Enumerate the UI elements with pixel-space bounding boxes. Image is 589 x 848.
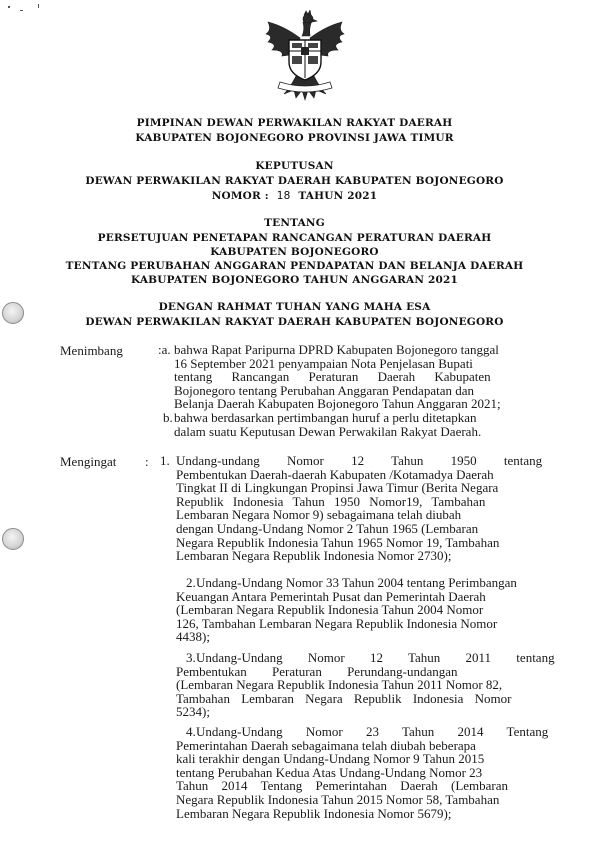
item-line: dalam suatu Keputusan Dewan Perwakilan Rakyat Daerah. bbox=[174, 423, 482, 439]
tentang-heading: TENTANG bbox=[264, 217, 325, 229]
punch-hole-bottom bbox=[2, 528, 24, 550]
item-line: Negara Republik Indonesia Tahun 2015 Nomor 58, Tambahan bbox=[176, 791, 500, 807]
item-marker: b. bbox=[163, 410, 173, 425]
item-line: (Lembaran Negara Republik Indonesia Tahun 2004 Nomor bbox=[176, 602, 484, 618]
item-line: Undang-Undang Nomor 23 Tahun 2014 Tentang bbox=[196, 724, 549, 739]
nomor-label: NOMOR : bbox=[211, 190, 269, 202]
item-line: Belanja Daerah Kabupaten Bojonegoro Tahun Anggaran 2021; bbox=[174, 396, 501, 412]
item-line: dengan Undang-Undang Nomor 2 Tahun 1965 (Lembaran bbox=[176, 520, 479, 536]
item-marker: 2. bbox=[186, 575, 196, 590]
item-line: Negara Republik Indonesia Tahun 1965 Nomor 19, Tambahan bbox=[176, 534, 500, 550]
menimbang-label: Menimbang bbox=[60, 343, 123, 358]
item-line: Lembaran Negara Republik Indonesia Nomor 2730); bbox=[176, 548, 452, 564]
scan-speck bbox=[38, 4, 39, 8]
scan-speck bbox=[20, 10, 23, 11]
keputusan-heading: KEPUTUSAN bbox=[255, 160, 334, 172]
tentang-line: TENTANG PERUBAHAN ANGGARAN PENDAPATAN DAN BELANJA DAERAH bbox=[65, 260, 524, 272]
item-line: 16 September 2021 penyampaian Nota Penjelasan Bupati bbox=[174, 355, 473, 371]
item-line: Lembaran Negara Nomor 9) sebagaimana telah diubah bbox=[176, 507, 462, 523]
item-line: 4438); bbox=[176, 629, 210, 645]
item-line: Tahun 2014 Tentang Pemerintahan Daerah (Lembaran bbox=[176, 778, 509, 794]
dewan-heading: DEWAN PERWAKILAN RAKYAT DAERAH KABUPATEN BOJONEGORO bbox=[85, 175, 504, 187]
item-line: (Lembaran Negara Republik Indonesia Tahun 2011 Nomor 82, bbox=[176, 677, 503, 693]
item-line: 126, Tambahan Lembaran Negara Republik Indonesia Nomor bbox=[176, 615, 498, 631]
item-line: Pemerintahan Daerah sebagaimana telah diubah beberapa bbox=[176, 737, 476, 753]
item-marker: 4. bbox=[186, 724, 196, 739]
nomor-line bbox=[0, 189, 589, 203]
tentang-line: KABUPATEN BOJONEGORO bbox=[210, 246, 379, 258]
item-marker: :a. bbox=[158, 342, 171, 357]
item-line: tentang Perubahan Kedua Atas Undang-Undang Nomor 23 bbox=[176, 764, 483, 780]
item-line: Tambahan Lembaran Negara Republik Indonesia Nomor bbox=[176, 690, 512, 706]
item-line: Bojonegoro tentang Perubahan Anggaran Pendapatan dan bbox=[174, 382, 474, 398]
rahmat-line1: DENGAN RAHMAT TUHAN YANG MAHA ESA bbox=[158, 301, 431, 313]
nomor-value: 18 bbox=[276, 190, 291, 202]
mengingat-label: Mengingat bbox=[60, 454, 117, 469]
rahmat-line2: DEWAN PERWAKILAN RAKYAT DAERAH KABUPATEN BOJONEGORO bbox=[85, 316, 504, 328]
institution-title-line1: PIMPINAN DEWAN PERWAKILAN RAKYAT DAERAH bbox=[136, 117, 453, 129]
item-marker: 3. bbox=[186, 650, 196, 665]
item-line: Pembentukan Peraturan Perundang-undangan bbox=[176, 663, 458, 679]
item-line: Undang-undang Nomor 12 Tahun 1950 tentang bbox=[176, 453, 543, 468]
institution-title-line2: KABUPATEN BOJONEGORO PROVINSI JAWA TIMUR bbox=[135, 132, 454, 144]
item-line: bahwa berdasarkan pertimbangan huruf a perlu ditetapkan bbox=[174, 410, 477, 425]
scan-speck bbox=[8, 6, 10, 8]
item-line: 5234); bbox=[176, 704, 210, 720]
tentang-line: PERSETUJUAN PENETAPAN RANCANGAN PERATURAN DAERAH bbox=[97, 232, 492, 244]
item-line: kali terakhir dengan Undang-Undang Nomor 9 Tahun 2015 bbox=[176, 751, 485, 767]
mengingat-colon: : bbox=[145, 454, 149, 469]
item-line: tentang Rancangan Peraturan Daerah Kabupaten bbox=[174, 369, 491, 385]
item-line: Republik Indonesia Tahun 1950 Nomor19, Tambahan bbox=[176, 493, 486, 509]
item-line: Tingkat II di Lingkungan Propinsi Jawa Timur (Berita Negara bbox=[176, 480, 499, 496]
item-line: Lembaran Negara Republik Indonesia Nomor 5679); bbox=[176, 805, 452, 821]
item-line: Undang-Undang Nomor 12 Tahun 2011 tentang bbox=[196, 650, 555, 665]
item-marker: 1. bbox=[160, 453, 170, 468]
item-line: Pembentukan Daerah-daerah Kabupaten /Kotamadya Daerah bbox=[176, 466, 494, 482]
tentang-line: KABUPATEN BOJONEGORO TAHUN ANGGARAN 2021 bbox=[130, 274, 459, 286]
tahun-label: TAHUN 2021 bbox=[298, 190, 378, 202]
item-line: Keuangan Antara Pemerintah Pusat dan Pemerintah Daerah bbox=[176, 588, 486, 604]
item-line: bahwa Rapat Paripurna DPRD Kabupaten Bojonegoro tanggal bbox=[174, 342, 499, 357]
garuda-emblem-icon bbox=[262, 10, 348, 102]
item-line: Undang-Undang Nomor 33 Tahun 2004 tentang Perimbangan bbox=[196, 575, 517, 590]
